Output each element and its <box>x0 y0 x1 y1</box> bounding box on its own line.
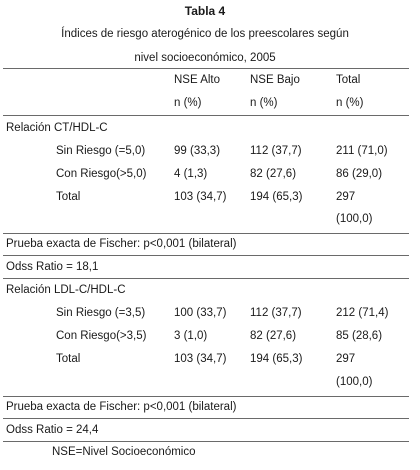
odds-ratio-ct-hdl: Odss Ratio = 18,1 <box>6 261 99 273</box>
cell-total: 297 <box>336 353 356 365</box>
fisher-test-ldl-hdl: Prueba exacta de Fischer: p<0,001 (bilateral) <box>6 401 237 413</box>
row-label: Total <box>56 353 81 365</box>
cell-total: 211 (71,0) <box>336 145 388 157</box>
section1-odds-rule <box>3 278 409 279</box>
section1-test-rule <box>3 255 409 256</box>
cell-total: 297 <box>336 191 356 203</box>
cell-total: 85 (28,6) <box>336 330 383 342</box>
row-label: Sin Riesgo (=3,5) <box>56 307 146 319</box>
cell-total: 86 (29,0) <box>336 168 383 180</box>
col-header-nse-bajo: NSE Bajo <box>250 74 300 86</box>
cell-nse-bajo: 82 (27,6) <box>250 168 297 180</box>
fisher-test-ct-hdl: Prueba exacta de Fischer: p<0,001 (bilateral) <box>6 238 237 250</box>
col-unit-total: n (%) <box>336 97 364 109</box>
col-unit-nse-alto: n (%) <box>174 97 202 109</box>
top-rule <box>3 68 409 69</box>
cell-nse-bajo: 82 (27,6) <box>250 330 297 342</box>
col-unit-nse-bajo: n (%) <box>250 97 278 109</box>
cell-nse-alto: 103 (34,7) <box>174 191 227 203</box>
table-caption-line1: Índices de riesgo aterogénico de los preescolares según <box>61 28 349 40</box>
section2-odds-rule <box>3 441 409 442</box>
cell-nse-alto: 99 (33,3) <box>174 145 221 157</box>
cell-nse-bajo: 194 (65,3) <box>250 191 303 203</box>
row-label: Sin Riesgo (=5,0) <box>56 145 146 157</box>
section-label-ct-hdl: Relación CT/HDL-C <box>6 122 108 134</box>
cell-total-percent: (100,0) <box>336 376 373 388</box>
table-caption-line2: nivel socioeconómico, 2005 <box>134 52 276 64</box>
cell-nse-alto: 3 (1,0) <box>174 330 208 342</box>
col-header-nse-alto: NSE Alto <box>174 74 221 86</box>
header-rule <box>3 115 409 116</box>
cell-nse-alto: 100 (33,7) <box>174 307 227 319</box>
table-footnote: NSE=Nivel Socioeconómico <box>52 446 196 458</box>
section1-rule <box>3 233 409 234</box>
cell-nse-bajo: 112 (37,7) <box>250 307 302 319</box>
table-title: Tabla 4 <box>184 4 226 18</box>
cell-nse-bajo: 112 (37,7) <box>250 145 302 157</box>
odds-ratio-ldl-hdl: Odss Ratio = 24,4 <box>6 424 99 436</box>
row-label: Con Riesgo(>5,0) <box>56 168 147 180</box>
section-label-ldl-hdl: Relación LDL-C/HDL-C <box>6 284 126 296</box>
cell-nse-alto: 103 (34,7) <box>174 353 227 365</box>
row-label: Total <box>56 191 81 203</box>
row-label: Con Riesgo(>3,5) <box>56 330 147 342</box>
cell-nse-bajo: 194 (65,3) <box>250 353 303 365</box>
cell-total-percent: (100,0) <box>336 213 373 225</box>
col-header-total: Total <box>336 74 361 86</box>
cell-total: 212 (71,4) <box>336 307 389 319</box>
cell-nse-alto: 4 (1,3) <box>174 168 208 180</box>
section2-rule <box>3 396 409 397</box>
section2-test-rule <box>3 418 409 419</box>
